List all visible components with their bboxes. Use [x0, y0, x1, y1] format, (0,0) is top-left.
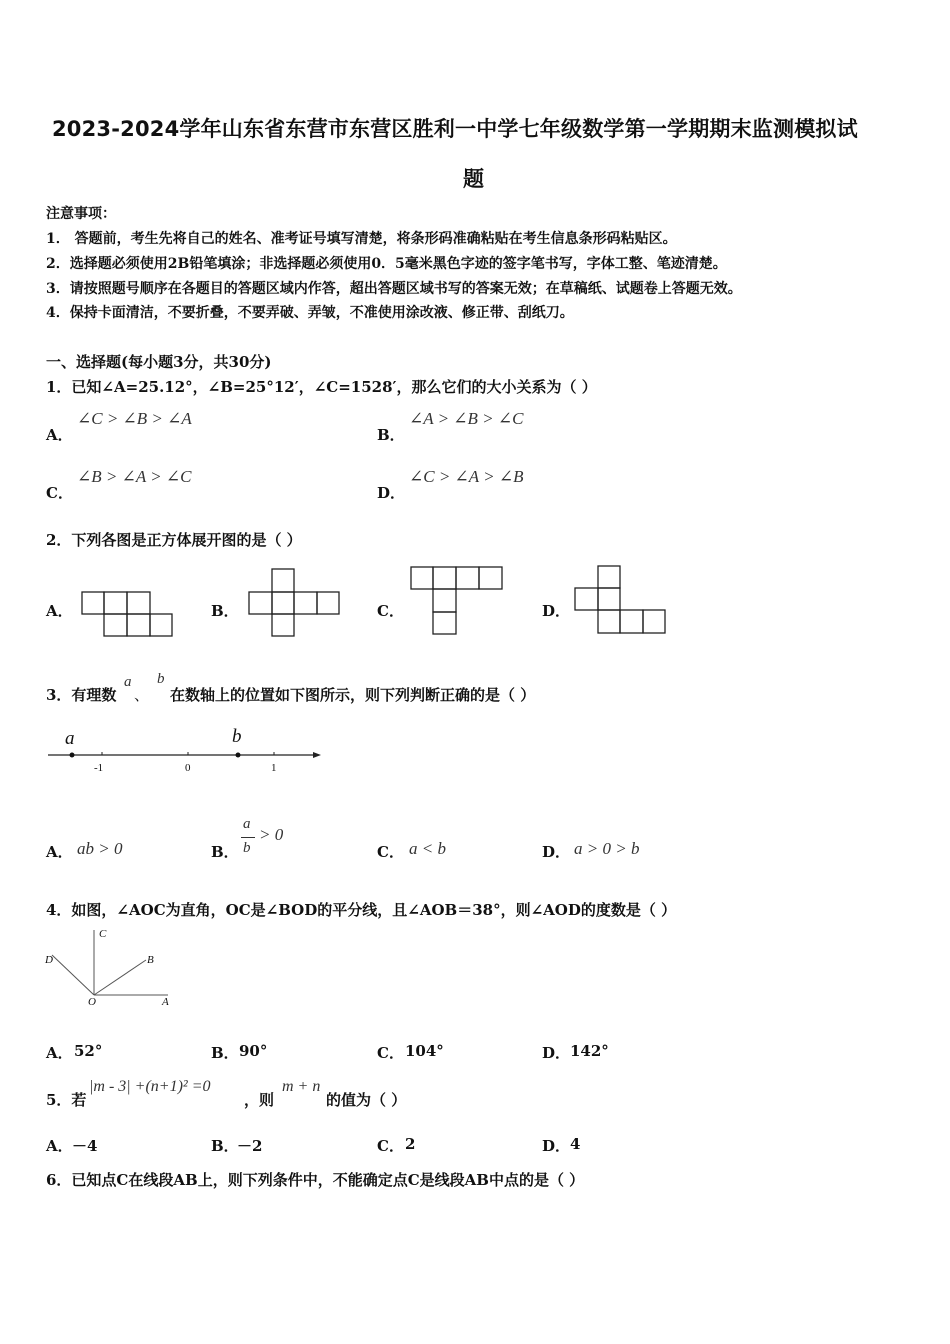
q3-option-b-den: b	[243, 840, 251, 856]
q3-var-a: a	[124, 674, 132, 690]
q3-option-b-num: a	[243, 816, 251, 832]
q1-option-c-math: ∠B > ∠A > ∠C	[77, 467, 192, 486]
q4-stem: 4．如图，∠AOC为直角，OC是∠BOD的平分线，且∠AOB＝38°，则∠AOD的度数是（ ）	[46, 901, 677, 919]
q5-option-b-label: B．	[211, 1137, 239, 1155]
q3-option-c-label: C．	[377, 843, 404, 861]
q5-expr: m + n	[282, 1078, 321, 1095]
notice-item-2: 2．选择题必须使用2B铅笔填涂；非选择题必须使用0．5毫米黑色字迹的签字笔书写，字体工整、笔迹清楚。	[46, 256, 727, 272]
q2-stem: 2．下列各图是正方体展开图的是（ ）	[46, 531, 302, 549]
q5-option-a-label: A．	[46, 1137, 73, 1155]
q6-stem: 6．已知点C在线段AB上，则下列条件中，不能确定点C是线段AB中点的是（ ）	[46, 1171, 585, 1189]
q5-stem-mid: ，则	[244, 1091, 275, 1109]
page-title-line1: 2023-2024学年山东省东营市东营区胜利一中学七年级数学第一学期期末监测模拟试	[52, 117, 858, 141]
q5-stem-post: 的值为（ ）	[326, 1091, 407, 1109]
q3-tick-label-minus1: -1	[94, 762, 104, 774]
section-heading: 一、选择题(每小题3分，共30分)	[46, 353, 272, 371]
q3-numberline-label-b: b	[232, 726, 242, 747]
q4-label-a: A	[162, 996, 169, 1008]
q5-option-a-text: －4	[72, 1137, 98, 1155]
q3-numberline-label-a: a	[65, 728, 75, 749]
q3-tick-label-0: 0	[185, 762, 191, 774]
q2-option-c-label: C．	[377, 602, 404, 620]
notice-item-4: 4．保持卡面清洁，不要折叠，不要弄破、弄皱，不准使用涂改液、修正带、刮纸刀。	[46, 305, 574, 321]
q3-var-b: b	[157, 671, 165, 687]
q5-option-d-text: 4	[570, 1135, 581, 1153]
q5-option-c-label: C．	[377, 1137, 404, 1155]
q1-option-d-label: D．	[377, 484, 406, 502]
q3-stem-pre: 3．有理数	[46, 686, 117, 704]
q4-label-b: B	[147, 954, 154, 966]
q4-label-c: C	[99, 928, 107, 940]
notice-item-3: 3．请按照题号顺序在各题目的答题区域内作答，超出答题区域书写的答案无效；在草稿纸、试题卷上答题无效。	[46, 281, 742, 297]
q4-option-b-label: B．	[211, 1044, 239, 1062]
q3-option-b-rel: > 0	[259, 825, 284, 844]
q4-option-b-text: 90°	[239, 1042, 268, 1060]
q1-stem: 1．已知∠A=25.12°，∠B=25°12′，∠C=1528′，那么它们的大小关系为（ ）	[46, 378, 597, 396]
q2-option-a-label: A．	[46, 602, 73, 620]
q5-condition: |m - 3| +(n+1)² =0	[89, 1078, 211, 1095]
q5-option-c-text: 2	[405, 1135, 416, 1153]
notice-item-1: 1． 答题前，考生先将自己的姓名、准考证号填写清楚，将条形码准确粘贴在考生信息条形码粘贴区。	[46, 231, 677, 247]
q4-option-a-text: 52°	[74, 1042, 103, 1060]
q3-option-a-label: A．	[46, 843, 73, 861]
q3-sep: 、	[134, 686, 150, 704]
q3-option-d-label: D．	[542, 843, 571, 861]
q4-label-d: D	[45, 954, 53, 966]
q1-option-a-math: ∠C > ∠B > ∠A	[77, 409, 192, 428]
page-title-line2: 题	[463, 167, 485, 191]
q3-option-c-math: a < b	[409, 839, 446, 858]
q5-option-b-text: －2	[237, 1137, 263, 1155]
q3-option-d-math: a > 0 > b	[574, 839, 640, 858]
q5-option-d-label: D．	[542, 1137, 571, 1155]
q5-stem-pre: 5．若	[46, 1091, 87, 1109]
q4-label-o: O	[88, 996, 96, 1008]
q1-option-d-math: ∠C > ∠A > ∠B	[409, 467, 524, 486]
q1-option-a-label: A．	[46, 426, 73, 444]
q3-tick-label-1: 1	[271, 762, 277, 774]
q2-option-d-label: D．	[542, 602, 571, 620]
q4-option-d-label: D．	[542, 1044, 571, 1062]
q3-option-b-label: B．	[211, 843, 239, 861]
q1-option-b-label: B．	[377, 426, 405, 444]
q2-option-b-label: B．	[211, 602, 239, 620]
q4-option-a-label: A．	[46, 1044, 73, 1062]
q4-option-d-text: 142°	[570, 1042, 609, 1060]
q1-option-c-label: C．	[46, 484, 73, 502]
q4-option-c-label: C．	[377, 1044, 404, 1062]
q1-option-b-math: ∠A > ∠B > ∠C	[409, 409, 524, 428]
notice-heading: 注意事项：	[46, 206, 116, 222]
q3-option-a-math: ab > 0	[77, 839, 123, 858]
q3-stem-post: 在数轴上的位置如下图所示，则下列判断正确的是（ ）	[170, 686, 536, 704]
q4-option-c-text: 104°	[405, 1042, 444, 1060]
